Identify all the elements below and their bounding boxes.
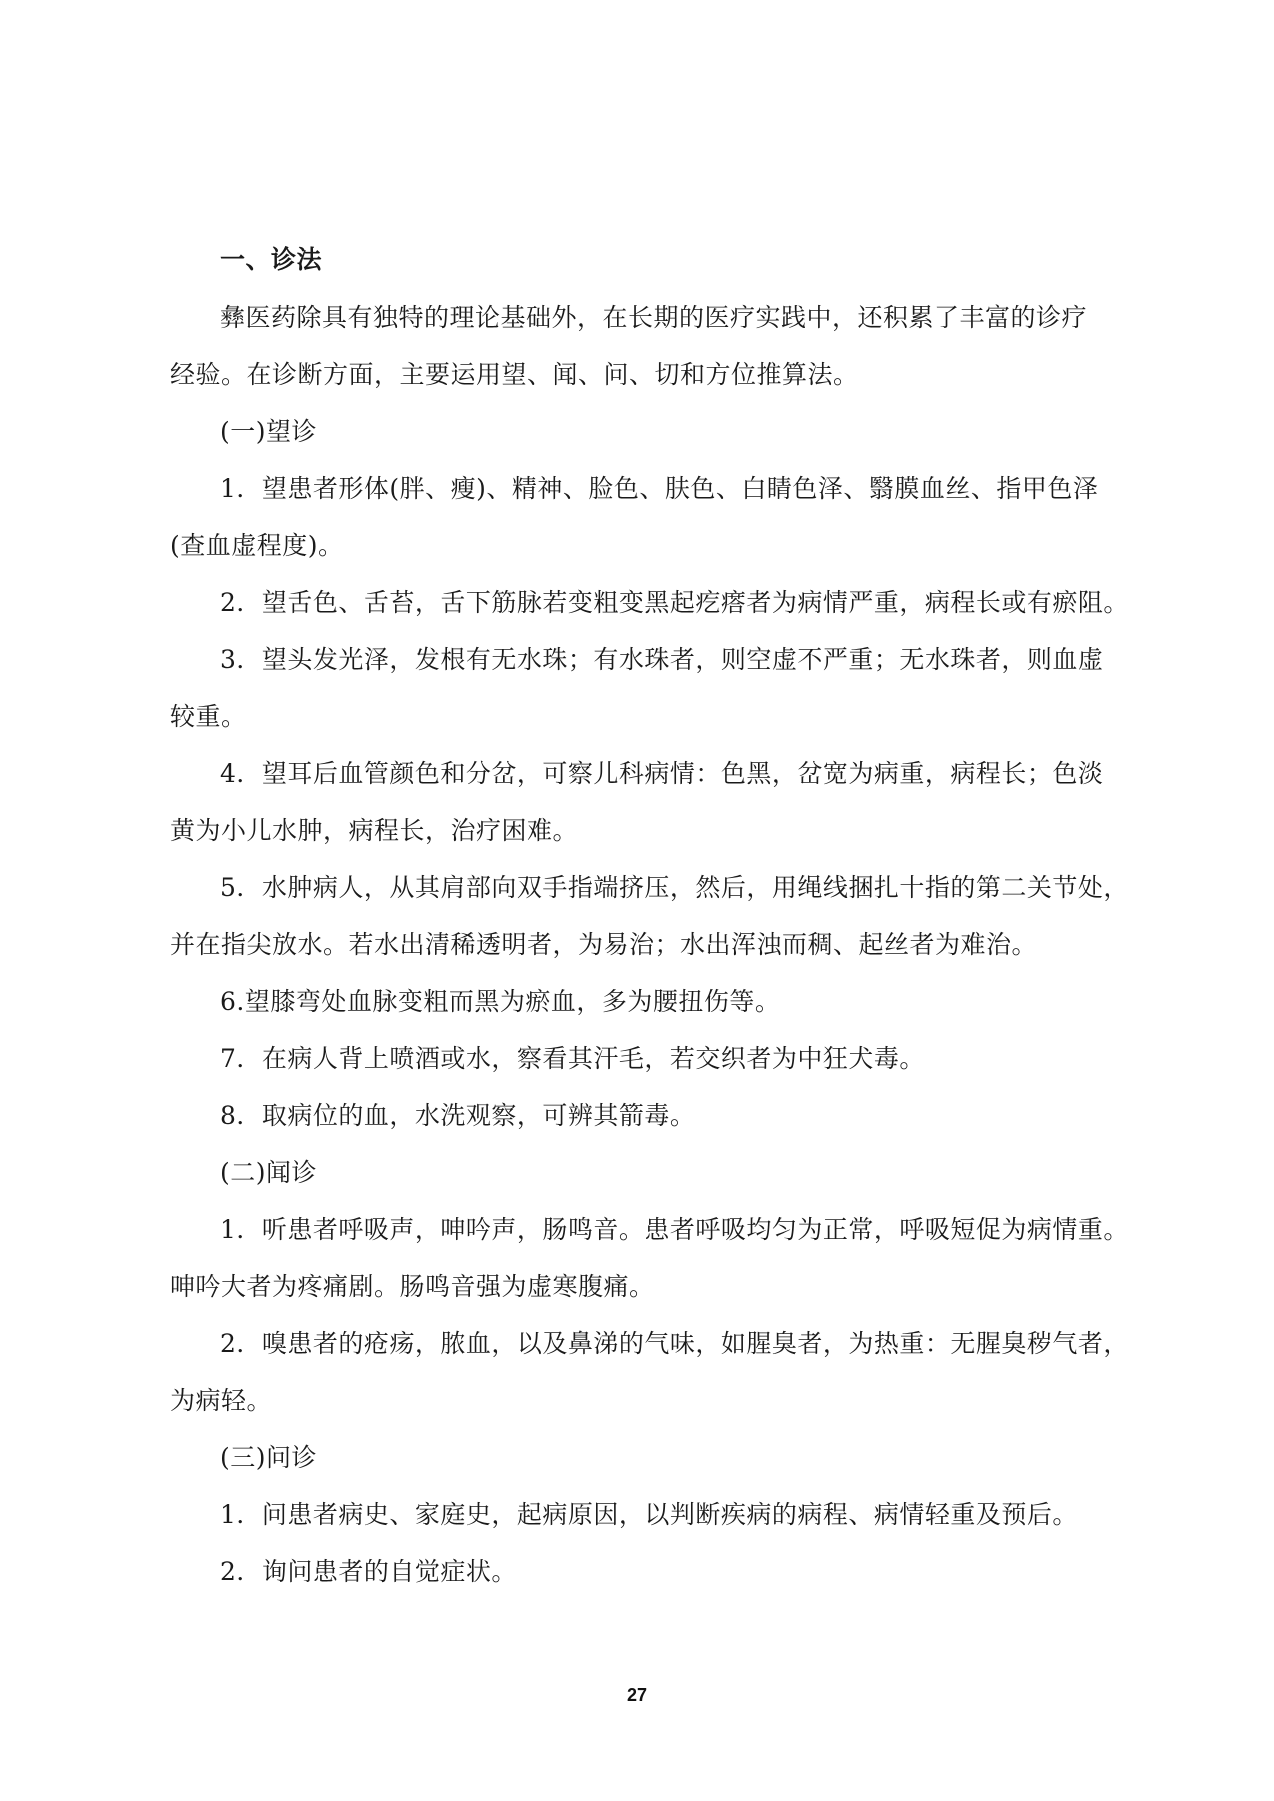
section-title: 一、诊法 [220, 245, 323, 274]
inquiry-item-2: 2．询问患者的自觉症状。 [220, 1557, 517, 1586]
inspection-item-3: 3．望头发光泽，发根有无水珠；有水珠者，则空虚不严重；无水珠者，则血虚 [220, 645, 1104, 674]
inquiry-heading: (三)问诊 [220, 1443, 318, 1472]
inspection-item-4-cont: 黄为小儿水肿，病程长，治疗困难。 [170, 816, 579, 845]
listening-item-2-cont: 为病轻。 [170, 1386, 273, 1415]
inspection-item-4: 4．望耳后血管颜色和分岔，可察儿科病情：色黑，岔宽为病重，病程长；色淡 [220, 759, 1104, 788]
page-number: 27 [626, 1685, 648, 1705]
inspection-heading: (一)望诊 [220, 417, 318, 446]
listening-item-1-cont: 呻吟大者为疼痛剧。肠鸣音强为虚寒腹痛。 [170, 1272, 655, 1301]
listening-item-1: 1．听患者呼吸声，呻吟声，肠鸣音。患者呼吸均匀为正常，呼吸短促为病情重。 [220, 1215, 1129, 1244]
inquiry-item-1: 1．问患者病史、家庭史，起病原因，以判断疾病的病程、病情轻重及预后。 [220, 1500, 1078, 1529]
intro-line-2: 经验。在诊断方面，主要运用望、闻、问、切和方位推算法。 [170, 360, 859, 389]
inspection-item-6: 6.望膝弯处血脉变粗而黑为瘀血，多为腰扭伤等。 [220, 987, 781, 1016]
inspection-item-1-cont: (查血虚程度)。 [170, 531, 344, 560]
inspection-item-5: 5．水肿病人，从其肩部向双手指端挤压，然后，用绳线捆扎十指的第二关节处， [220, 873, 1129, 902]
listening-heading: (二)闻诊 [220, 1158, 318, 1187]
inspection-item-8: 8．取病位的血，水洗观察，可辨其箭毒。 [220, 1101, 696, 1130]
inspection-item-1: 1．望患者形体(胖、瘦)、精神、脸色、肤色、白睛色泽、翳膜血丝、指甲色泽 [220, 474, 1099, 503]
listening-item-2: 2．嗅患者的疮疡，脓血，以及鼻涕的气味，如腥臭者，为热重：无腥臭秽气者， [220, 1329, 1129, 1358]
intro-line-1: 彝医药除具有独特的理论基础外，在长期的医疗实践中，还积累了丰富的诊疗 [220, 303, 1088, 332]
inspection-item-5-cont: 并在指尖放水。若水出清稀透明者，为易治；水出浑浊而稠、起丝者为难治。 [170, 930, 1038, 959]
inspection-item-3-cont: 较重。 [170, 702, 247, 731]
inspection-item-2: 2．望舌色、舌苔，舌下筋脉若变粗变黑起疙瘩者为病情严重，病程长或有瘀阻。 [220, 588, 1129, 617]
inspection-item-7: 7．在病人背上喷酒或水，察看其汗毛，若交织者为中狂犬毒。 [220, 1044, 925, 1073]
